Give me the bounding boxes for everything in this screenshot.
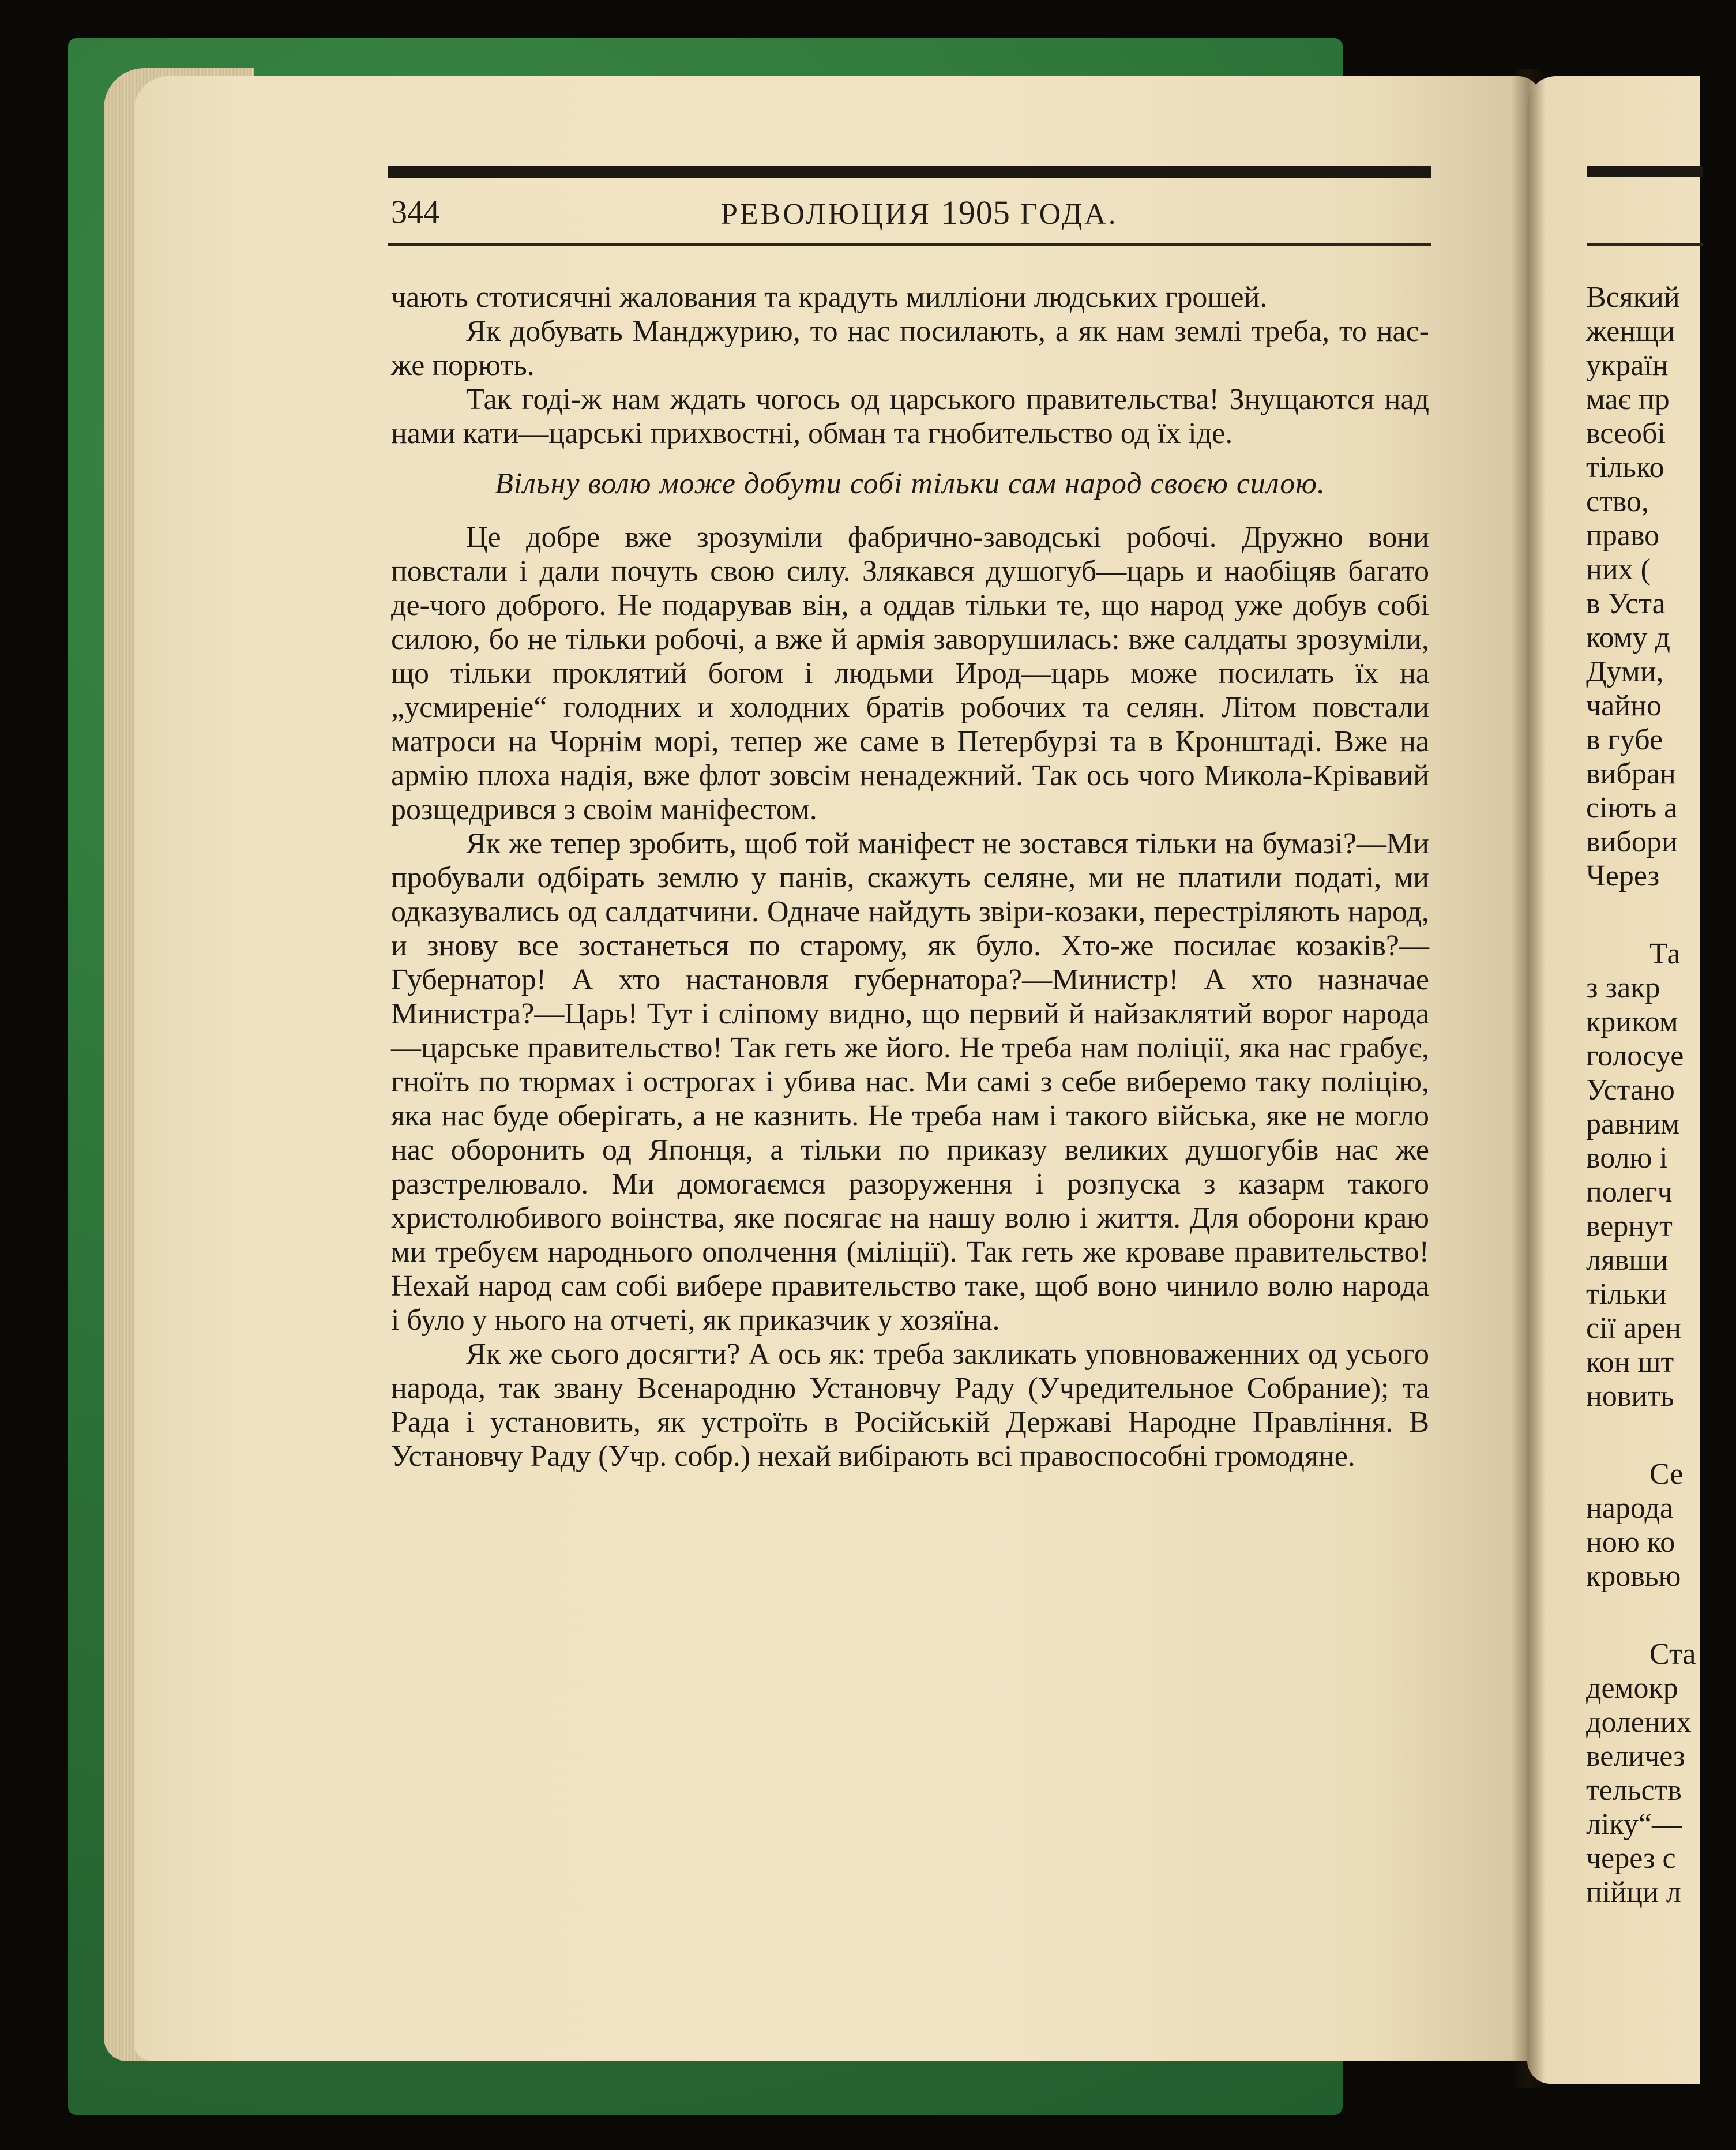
- right-page-line: полегч: [1586, 1176, 1673, 1209]
- right-page-line: долених: [1586, 1706, 1692, 1739]
- right-page-text: [1586, 280, 1736, 1909]
- paragraph: Так годі-ж нам ждать чогось од царського правительства! Знущаются над нами кати—царські прихвостні, обман та гнобительство од їх іде.: [391, 383, 1429, 450]
- right-page-line: чайно: [1586, 689, 1662, 722]
- right-page-line: волю і: [1586, 1142, 1668, 1175]
- right-page-line: женщи: [1586, 315, 1675, 348]
- right-page-line: ліку“—: [1586, 1808, 1682, 1841]
- right-page-line: ною ко: [1586, 1526, 1675, 1559]
- right-header-rule-thick: [1587, 166, 1703, 177]
- right-page-line: ство,: [1586, 485, 1649, 518]
- right-page-line: тільки: [1586, 1278, 1667, 1311]
- right-page-line: них (: [1586, 553, 1651, 586]
- right-page-line: має пр: [1586, 383, 1670, 416]
- running-head: [721, 196, 1118, 230]
- right-page-line: народа: [1586, 1492, 1673, 1525]
- right-page-line: сії арен: [1586, 1312, 1681, 1345]
- right-page-line: в губе: [1586, 723, 1663, 756]
- right-page-line: Ста: [1649, 1638, 1696, 1671]
- right-page-line: демокр: [1586, 1672, 1678, 1705]
- right-page-line: сіють а: [1586, 791, 1678, 824]
- right-page-line: равним: [1586, 1108, 1680, 1140]
- paragraph-gap: [1586, 1593, 1736, 1637]
- paragraph: Як же сього досягти? А ось як: треба закликать уповноваженних од усього народа, так звану Всенародню Установчу Раду (Учредительное Собрание); та Рада і установить, як устроїть в Російській Державі Народне Правління. В Установчу Раду (Учр. собр.) нехай вибірають всі правоспособні громодяне.: [391, 1338, 1429, 1473]
- paragraph: чають стотисячні жалования та крадуть милліони людських грошей.: [391, 281, 1268, 314]
- running-head-year: 1905: [941, 194, 1010, 231]
- paragraph: Як же тепер зробить, щоб той маніфест не зостався тільки на бумазі?—Ми пробували одбірать землю у панів, скажуть селяне, ми не платили податі, ми одказувались од салдатчини. Одначе найдуть звіри-козаки, перестріляють народ, и знову все зостанеться по старому, як було. Хто-же посилає козаків?—Губернатор! А хто настановля губернатора?—Министр! А хто назначае Министра?—Царь! Тут і сліпому видно, що первий й найзаклятий ворог народа—царське правительство! Так геть же його. Не треба нам поліції, яка нас грабує, гноїть по тюрмах і острогах і убива нас. Ми самі з себе виберемо таку поліцію, яка нас буде оберігать, а не казнить. Не треба нам і такого війська, яке не могло нас оборонить од Японця, а тільки по приказу великих душогубів нас же разстрелювало. Ми домогаємся разоруження і розпуска з казарм такого христолюбивого воінства, яке посягає на нашу волю і життя. Для оборони краю ми требуєм народнього ополчення (міліції). Так геть же кроваве правительство! Нехай народ сам собі вибере правительство таке, щоб воно чинило волю народа і було у нього на отчеті, як приказчик у хозяїна.: [391, 827, 1429, 1337]
- right-page-line: Та: [1649, 937, 1681, 970]
- right-page-line: лявши: [1586, 1244, 1669, 1277]
- italic-slogan: Вільну волю може добути собі тільки сам народ своєю силою.: [495, 467, 1325, 500]
- right-page-line: право: [1586, 519, 1660, 552]
- paragraph-gap: [1586, 1413, 1736, 1457]
- paragraph: Як добувать Манджурию, то нас посилають, а як нам землі треба, то нас-же порють.: [391, 315, 1429, 382]
- right-page-line: україн: [1586, 349, 1669, 382]
- running-head-end: ГОДА.: [1020, 198, 1118, 231]
- right-page-line: голосуе: [1586, 1040, 1684, 1072]
- right-page-line: кон шт: [1586, 1346, 1674, 1379]
- right-page-line: всеобі: [1586, 417, 1666, 450]
- right-page-line: в Уста: [1586, 587, 1666, 620]
- right-page-line: Се: [1649, 1458, 1684, 1491]
- header-rule-thick: [388, 166, 1431, 178]
- right-page-line: величез: [1586, 1740, 1685, 1773]
- right-page-line: Устано: [1586, 1074, 1675, 1106]
- right-page-line: через с: [1586, 1842, 1676, 1875]
- paragraph: Це добре вже зрозуміли фабрично-заводські робочі. Дружно вони повстали і дали почуть свою силу. Злякався душогуб—царь и наобіцяв багато де-чого доброго. Не подарував він, а оддав тільки те, що народ уже добув собі силою, бо не тільки робочі, а вже й армія заворушилась: вже салдаты зрозуміли, що тільки проклятий богом і людьми Ирод—царь може посилать їх на „усмиреніе“ голодних и холодних братів робочих та селян. Літом повстали матроси на Чорнім морі, тепер же саме в Петербурзі та в Кронштаді. Вже на армію плоха надія, вже флот зовсім ненадежний. Так ось чого Микола-Крівавий розщедрився з своім маніфестом.: [391, 521, 1429, 826]
- paragraph-gap: [1586, 893, 1736, 937]
- right-page-line: кровью: [1586, 1560, 1681, 1593]
- right-page-line: новить: [1586, 1380, 1674, 1413]
- right-page-line: вернут: [1586, 1210, 1673, 1243]
- header-rule-thin: [388, 243, 1431, 246]
- right-page-line: Через: [1586, 860, 1660, 892]
- right-page-line: Всякий: [1586, 281, 1680, 314]
- right-header-rule-thin: [1587, 243, 1703, 246]
- right-page-line: криком: [1586, 1005, 1678, 1038]
- running-head-word: РЕВОЛЮЦИЯ: [721, 198, 931, 231]
- right-page-line: з закр: [1586, 971, 1660, 1004]
- right-page-line: тілько: [1586, 451, 1664, 484]
- book-gutter: [1511, 69, 1546, 2088]
- right-page-line: тельств: [1586, 1774, 1682, 1807]
- right-page-line: вибори: [1586, 826, 1678, 858]
- right-page-line: Думи,: [1586, 655, 1664, 688]
- body-text: [391, 280, 1429, 1473]
- right-page-line: вибран: [1586, 757, 1676, 790]
- right-page-line: кому д: [1586, 621, 1670, 654]
- page-number: 344: [391, 194, 439, 230]
- right-page-line: пійци л: [1586, 1876, 1681, 1909]
